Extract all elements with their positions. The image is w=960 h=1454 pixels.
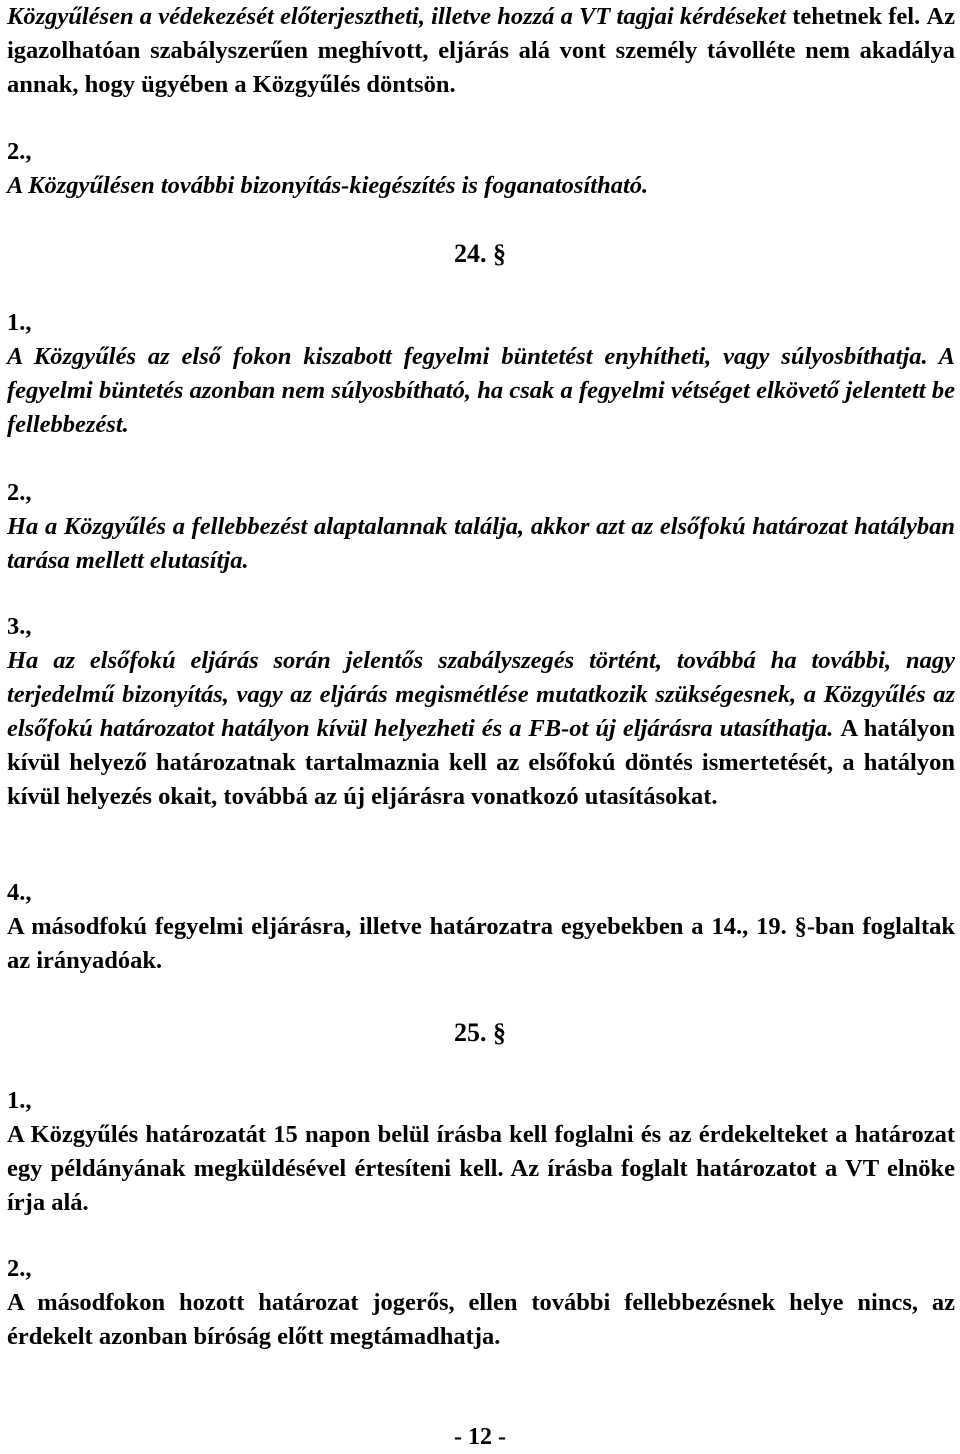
s24-point-4 <box>7 876 955 978</box>
s24-p1-label: 1., <box>7 309 32 336</box>
intro-line-1: Közgyűlésen a védekezését előterjesztheti, illetve hozzá a VT tagjai kérdéseket <box>7 3 787 30</box>
s24-p3-text <box>7 644 955 814</box>
s24-p3-text-a: Ha az elsőfokú eljárás során jelentős szabályszegés történt, továbbá ha további, nagy terjedelmű bizonyítás, vagy az eljárás megismétlése mutatkozik szükségesnek, a Közgyűlés az elsőfokú határozatot hatályon kívül helyezheti és a FB-ot új eljárásra utasíthatja. <box>7 647 955 742</box>
s25-p2-text: A másodfokon hozott határozat jogerős, ellen további fellebbezésnek helye nincs, az érdekelt azonban bíróság előtt megtámadhatja. <box>7 1289 955 1350</box>
page-number: - 12 - <box>454 1424 506 1450</box>
s24-point-1 <box>7 306 955 442</box>
s24-point-2 <box>7 476 955 578</box>
s24-p3-text-b: A hatályon kívül helyező határozatnak tartalmaznia kell az elsőfokú döntés ismertetését, a hatályon kívül helyezés okait, továbbá az új eljárásra vonatkozó utasításokat. <box>7 715 956 810</box>
intro-line-2: tehetnek fel. <box>792 3 921 30</box>
s24-point-3 <box>7 610 955 814</box>
s23-p2-label: 2., <box>7 138 32 165</box>
s24-p4-label: 4., <box>7 879 32 906</box>
s25-p2-label: 2., <box>7 1255 32 1282</box>
s23-point-2 <box>7 135 955 203</box>
s24-p1-text <box>7 340 955 442</box>
intro-line-3: Az igazolhatóan szabályszerűen meghívott, eljárás alá vont személy távolléte nem akadálya annak, hogy ügyében a Közgyűlés döntsön. <box>7 3 956 98</box>
s24-p1-text-b: A fegyelmi büntetés azonban nem súlyosbítható, ha csak a fegyelmi vétséget elkövető jelentett be fellebbezést. <box>7 343 956 438</box>
s24-p3-label: 3., <box>7 613 32 640</box>
s25-point-1 <box>7 1084 955 1220</box>
s25-point-2 <box>7 1252 955 1354</box>
s24-p4-text: A másodfokú fegyelmi eljárásra, illetve határozatra egyebekben a 14., 19. §-ban foglaltak az irányadóak. <box>7 913 955 974</box>
s25-p1-text: A Közgyűlés határozatát 15 napon belül írásba kell foglalni és az érdekelteket a határozat egy példányának megküldésével értesíteni kell. Az írásba foglalt határozatot a VT elnöke írja alá. <box>7 1121 955 1216</box>
s25-p1-label: 1., <box>7 1087 32 1114</box>
intro-paragraph <box>7 0 955 102</box>
s24-p1-text-a: A Közgyűlés az első fokon kiszabott fegyelmi büntetést enyhítheti, vagy súlyosbíthatja. <box>7 343 928 370</box>
section-25-heading: 25. § <box>454 1018 506 1047</box>
s23-p2-text: A Közgyűlésen további bizonyítás-kiegészítés is foganatosítható. <box>7 172 649 199</box>
s24-p2-text: Ha a Közgyűlés a fellebbezést alaptalannak találja, akkor azt az elsőfokú határozat hatályban tarása mellett elutasítja. <box>7 513 955 574</box>
section-24-heading: 24. § <box>454 239 506 268</box>
s24-p2-label: 2., <box>7 479 32 506</box>
